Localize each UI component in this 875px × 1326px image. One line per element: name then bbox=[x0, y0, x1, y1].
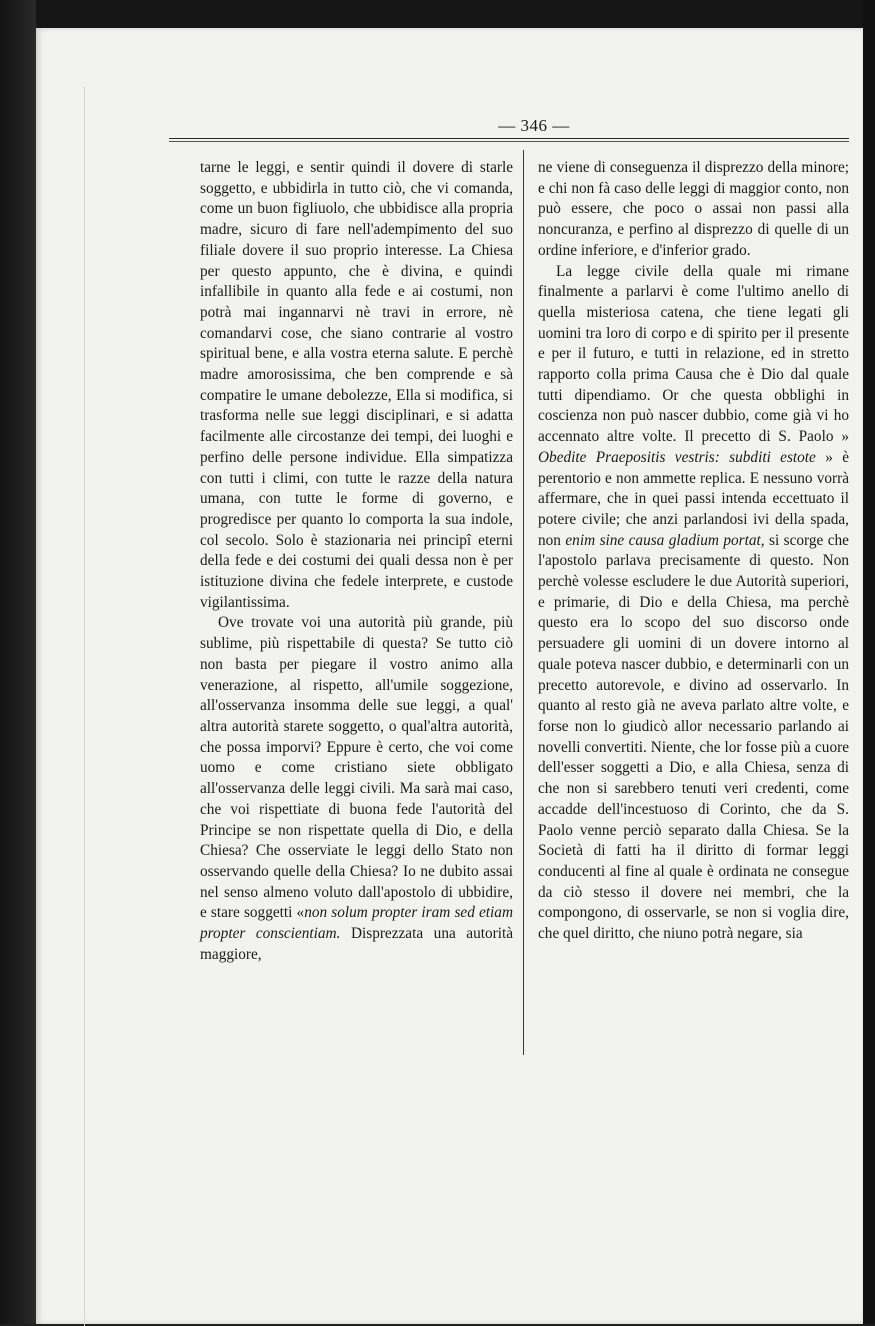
paragraph-text: La legge civile della quale mi rimane finalmente a parlarvi è come l'ultimo anello di quella misteriosa catena, che tiene legati gli uomini tra loro di corpo e di spirito per il presente e per il futuro, e tutti in relazione, ed in stretto rapporto colla prima Causa che è Dio dal quale tutti dipendiamo. Or che questa obblighi in coscienza non può nascer dubbio, come già vi ho accennato altre volte. Il precetto di S. Paolo » bbox=[538, 262, 849, 446]
paragraph-text: si scorge che l'apostolo parlava precisamente di questo. Non perchè volesse escludere le due Autorità superiori, e primarie, di Dio e della Chiesa, ma perchè questo era lo scopo del suo discorso onde persuadere gli uomini di un dovere intorno al quale poteva nascer dubbio, e determinarli con un precetto autorevole, e divino ad osservarlo. In quanto al resto già ne aveva parlato altre volte, e forse non lo giudicò allor necessario parlando ai novelli convertiti. Niente, che lor fosse più a cuore dell'esser soggetti a Dio, e alla Chiesa, senza di che non si sarebbero tenuti veri credenti, come accadde dell'incestuoso di Corinto, che da S. Paolo venne perciò separato dalla Chiesa. Se la Società di fatti ha il diritto di formar leggi conducenti al fine al quale è ordinata ne consegue da ciò stesso il dovere nei membri, che la compongono, di osservarle, se non si voglia dire, che quel diritto, che niuno potrà negare, sia bbox=[538, 531, 849, 943]
paragraph-text: » è perentorio e non ammette replica. E nessuno vorrà affermare, che in quei passi intenda eccettuato il potere civile; che anzi parlandosi ivi della spada, non bbox=[538, 448, 849, 549]
paragraph-text: Ove trovate voi una autorità più grande, più sublime, più rispettabile di questa? Se tutto ciò non basta per piegare il vostro animo alla venerazione, al rispetto, all'umile soggezione, all'osservanza insomma delle sue leggi, a qual' altra autorità starete soggetto, o qual'altra autorità, che possa imporvi? Eppure è certo, che voi come uomo e come cristiano siete obbligato all'osservanza delle leggi civili. Ma sarà mai caso, che voi rispettiate di buona fede l'autorità del Principe se non rispettate quella di Dio, e della Chiesa? Che osserviate le leggi dello Stato non osservando quelle della Chiesa? Io ne dubito assai nel senso almeno voluto dall'apostolo di ubbidire, e stare soggetti « bbox=[200, 614, 513, 922]
paragraph bbox=[200, 158, 513, 613]
paragraph-text: ne viene di conseguenza il disprezzo della minore; e chi non fà caso delle leggi di maggior conto, non può essere, che poco o assai non passi alla noncuranza, e perfino al disprezzo di quelle di un ordine inferiore, e d'inferior grado. bbox=[538, 159, 849, 259]
paragraph bbox=[538, 158, 849, 262]
paragraph-text: tarne le leggi, e sentir quindi il dovere di starle soggetto, e ubbidirla in tutto ciò, che vi comanda, come un buon figliuolo, che ubbidisce alla propria madre, sicuro di fare nell'adempimento del suo filiale dovere il suo proprio interesse. La Chiesa per questo appunto, che è divina, e quindi infallibile in quanto alla fede e ai costumi, non potrà mai ingannarvi nè travi in errore, nè comandarvi cose, che siano contrarie al vostro spiritual bene, e alla vostra eterna salute. E perchè madre amorosissima, che ben comprende e sà compatire le umane debolezze, Ella si modifica, si trasforma nelle sue leggi disciplinari, e si adatta facilmente alle circostanze dei tempi, dei luoghi e perfino delle persone individue. Ella simpatizza con tutti i climi, con tutte le razze della natura umana, con tutte le forme di governo, e progredisce per quanto lo comporta la sua indole, col secolo. Solo è stazionaria nei principî eterni della fede e dei costumi dei quali dessa non è per istituzione divina che fedele interprete, e custode vigilantissima. bbox=[200, 159, 513, 611]
latin-quotation: Obedite Praepositis vestris: subditi estote bbox=[538, 448, 816, 466]
page-number: — 346 — bbox=[498, 116, 570, 135]
page-edge-line bbox=[84, 86, 85, 1326]
header-rule bbox=[169, 138, 849, 139]
scan-border-right bbox=[863, 0, 875, 1324]
latin-quotation: non solum propter iram sed etiam propter conscientiam. bbox=[200, 904, 513, 943]
left-column bbox=[200, 158, 513, 965]
page-header bbox=[169, 116, 849, 144]
scan-border-left bbox=[0, 0, 36, 1324]
paragraph bbox=[538, 262, 849, 945]
header-rule-secondary bbox=[169, 141, 849, 142]
column-divider bbox=[523, 150, 524, 1055]
paragraph bbox=[200, 613, 513, 965]
scan-border-top bbox=[0, 0, 875, 28]
latin-quotation: enim sine causa gladium portat, bbox=[565, 531, 765, 549]
paragraph-text: Disprezzata una autorità maggiore, bbox=[200, 925, 514, 963]
right-column bbox=[538, 158, 849, 945]
